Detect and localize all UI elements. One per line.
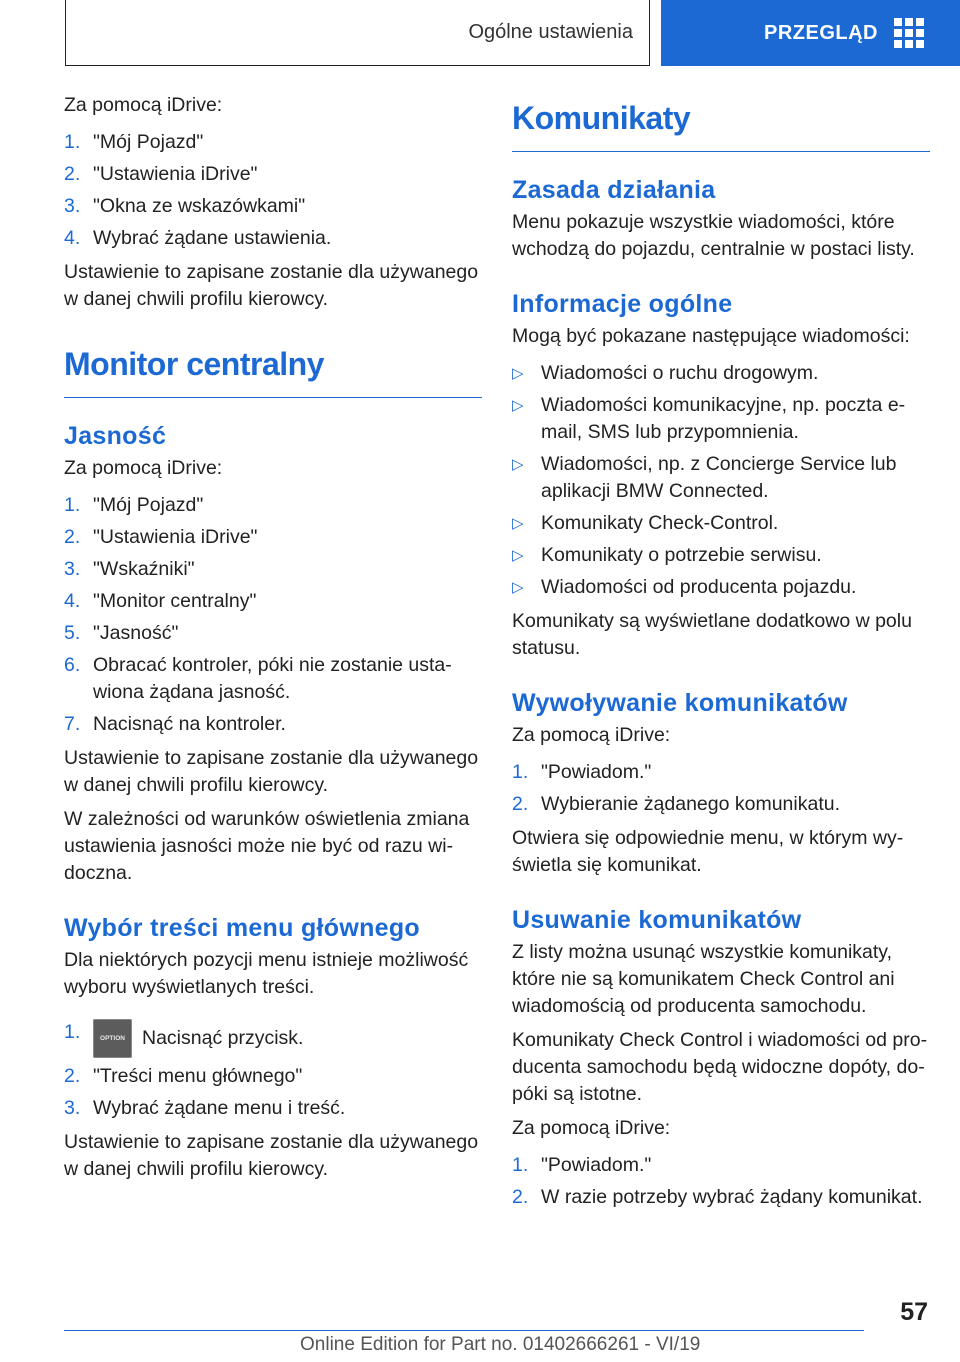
- saved-note-2: Ustawienie to zapisane zostanie dla używanego w danej chwili profilu kierowcy.: [64, 747, 479, 796]
- step-number: 3.: [64, 1097, 81, 1119]
- list-item: [512, 791, 930, 818]
- step-text: "Powiadom.": [541, 761, 652, 783]
- list-item: [64, 711, 482, 738]
- list-item: [512, 360, 930, 387]
- list-item: [64, 556, 482, 583]
- step-number: 7.: [64, 713, 81, 735]
- list-item: [512, 574, 930, 601]
- triangle-bullet-icon: ▷: [512, 365, 524, 382]
- saved-note-3: Ustawienie to zapisane zostanie dla używanego w danej chwili profilu kierowcy.: [64, 1131, 479, 1180]
- steps-list-2: [64, 492, 482, 738]
- list-item: [64, 193, 482, 220]
- triangle-bullet-icon: ▷: [512, 515, 524, 532]
- principle-text: Menu pokazuje wszystkie wiadomości, które wchodzą do pojazdu, centralnie w postaci listy.: [512, 211, 915, 260]
- call-label: Za pomocą iDrive:: [512, 724, 671, 746]
- step-number: 2.: [64, 163, 81, 185]
- right-column: [512, 100, 930, 1218]
- step-number: 3.: [64, 558, 81, 580]
- step-number: 3.: [64, 195, 81, 217]
- list-item: [64, 1019, 482, 1058]
- list-item: [512, 1184, 930, 1211]
- step-number: 2.: [64, 526, 81, 548]
- step-number: 6.: [64, 654, 81, 676]
- page-header: [0, 0, 960, 66]
- step-text: "Treści menu głównego": [93, 1065, 303, 1087]
- chapter-title-messages: Komunikaty: [512, 100, 930, 152]
- step-text: "Mój Pojazd": [93, 494, 204, 516]
- list-item: [512, 451, 930, 505]
- grid-icon: [894, 18, 924, 48]
- list-item: [64, 1095, 482, 1122]
- list-item: [512, 510, 930, 537]
- step-number: 1.: [512, 761, 529, 783]
- menu-intro: Dla niektórych pozycji menu istnieje możliwość wyboru wyświetlanych treści.: [64, 949, 469, 998]
- brightness-label: Za pomocą iDrive:: [64, 457, 223, 479]
- bullet-text: Wiadomości o ruchu drogowym.: [541, 362, 819, 384]
- steps-list-call: [512, 759, 930, 818]
- delete-label: Za pomocą iDrive:: [512, 1117, 671, 1139]
- step-text: Wybieranie żądanego komunikatu.: [541, 793, 841, 815]
- section-title-delete: Usuwanie komunikatów: [512, 906, 802, 934]
- bullet-text: Wiadomości od producenta pojazdu.: [541, 576, 857, 598]
- option-button-icon: OPTION: [93, 1019, 132, 1058]
- list-item: [64, 129, 482, 156]
- edition-note: Online Edition for Part no. 01402666261 - VI/19: [300, 1334, 701, 1355]
- intro-label: Za pomocą iDrive:: [64, 94, 223, 116]
- list-item: [512, 759, 930, 786]
- step-text: "Powiadom.": [541, 1154, 652, 1176]
- list-item: [64, 588, 482, 615]
- step-number: 4.: [64, 227, 81, 249]
- step-text: "Okna ze wskazówkami": [93, 195, 306, 217]
- step-number: 4.: [64, 590, 81, 612]
- steps-list-delete: [512, 1152, 930, 1211]
- bullet-text: Wiadomości komunikacyjne, np. poczta e-mail, SMS lub przypomnienia.: [541, 394, 906, 443]
- left-column: [64, 92, 482, 1190]
- list-item: [64, 161, 482, 188]
- triangle-bullet-icon: ▷: [512, 456, 524, 473]
- list-item: [512, 542, 930, 569]
- section-title-menu: Wybór treści menu głównego: [64, 914, 420, 942]
- messages-bullet-list: [512, 360, 930, 601]
- step-number: 1.: [64, 1021, 81, 1043]
- section-title: Ogólne ustawienia: [468, 21, 633, 43]
- section-title-brightness: Jasność: [64, 422, 167, 450]
- steps-list-3: [64, 1019, 482, 1122]
- step-number: 1.: [64, 494, 81, 516]
- step-text: Wybrać żądane ustawienia.: [93, 227, 332, 249]
- section-title-general: Informacje ogólne: [512, 290, 733, 318]
- list-item: [64, 492, 482, 519]
- list-item: [64, 652, 482, 706]
- step-number: 5.: [64, 622, 81, 644]
- triangle-bullet-icon: ▷: [512, 547, 524, 564]
- page-number: 57: [900, 1298, 928, 1326]
- section-title-call: Wywoływanie komunikatów: [512, 689, 848, 717]
- footer-divider: [64, 1330, 864, 1331]
- chapter-title-monitor: Monitor centralny: [64, 346, 482, 398]
- list-item: [64, 620, 482, 647]
- saved-note-1: Ustawienie to zapisane zostanie dla używanego w danej chwili profilu kierowcy.: [64, 261, 479, 310]
- step-text: Nacisnąć przycisk.: [142, 1027, 304, 1049]
- step-number: 2.: [512, 793, 529, 815]
- lighting-note: W zależności od warunków oświetlenia zmiana ustawienia jasności może nie być od razu widoczna.: [64, 808, 470, 884]
- step-text: "Jasność": [93, 622, 179, 644]
- bullet-text: Komunikaty o potrzebie serwisu.: [541, 544, 822, 566]
- triangle-bullet-icon: ▷: [512, 397, 524, 414]
- step-number: 2.: [512, 1186, 529, 1208]
- list-item: [512, 392, 930, 446]
- step-text: Obracać kontroler, póki nie zostanie ustawiona żądana jasność.: [93, 654, 452, 703]
- section-title-principle: Zasada działania: [512, 176, 716, 204]
- bullet-text: Komunikaty Check-Control.: [541, 512, 779, 534]
- step-number: 1.: [64, 131, 81, 153]
- section-tab[interactable]: [65, 0, 650, 66]
- step-text: "Wskaźniki": [93, 558, 195, 580]
- step-text: W razie potrzeby wybrać żądany komunikat.: [541, 1186, 923, 1208]
- step-text: "Ustawienia iDrive": [93, 526, 258, 548]
- delete-text-1: Z listy można usunąć wszystkie komunikaty, które nie są komunikatem Check Control ani wiadomością od producenta samochodu.: [512, 941, 895, 1017]
- triangle-bullet-icon: ▷: [512, 579, 524, 596]
- step-number: 1.: [512, 1154, 529, 1176]
- step-number: 2.: [64, 1065, 81, 1087]
- steps-list-1: [64, 129, 482, 252]
- delete-text-2: Komunikaty Check Control i wiadomości od producenta samochodu będą widoczne dopóty, dopóki są istotne.: [512, 1029, 928, 1105]
- step-text: "Ustawienia iDrive": [93, 163, 258, 185]
- list-item: [64, 1063, 482, 1090]
- step-text: "Monitor centralny": [93, 590, 257, 612]
- step-text: Wybrać żądane menu i treść.: [93, 1097, 346, 1119]
- list-item: [512, 1152, 930, 1179]
- call-result: Otwiera się odpowiednie menu, w którym wyświetla się komunikat.: [512, 827, 904, 876]
- status-note: Komunikaty są wyświetlane dodatkowo w polu statusu.: [512, 610, 912, 659]
- list-item: [64, 225, 482, 252]
- step-text: "Mój Pojazd": [93, 131, 204, 153]
- general-intro: Mogą być pokazane następujące wiadomości:: [512, 325, 910, 347]
- overview-label: PRZEGLĄD: [764, 21, 878, 44]
- overview-button[interactable]: [661, 0, 960, 66]
- bullet-text: Wiadomości, np. z Concierge Service lub aplikacji BMW Connected.: [541, 453, 897, 502]
- step-text: Nacisnąć na kontroler.: [93, 713, 286, 735]
- list-item: [64, 524, 482, 551]
